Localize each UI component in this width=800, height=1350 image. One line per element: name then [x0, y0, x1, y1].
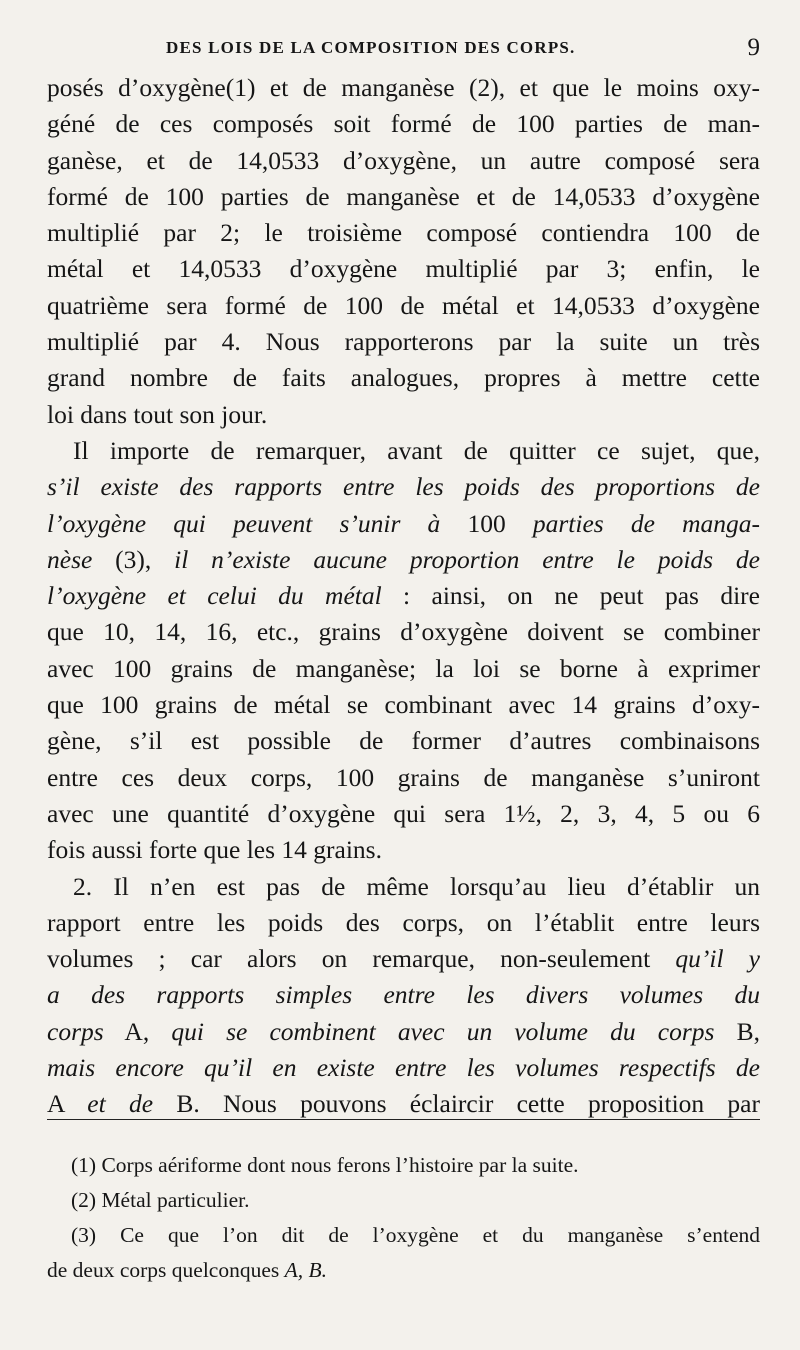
body-line	[47, 760, 760, 796]
footnote-line	[47, 1218, 760, 1253]
italic-text: et de	[87, 1089, 154, 1119]
text: (2) Métal particulier.	[71, 1188, 250, 1212]
text: posés d’oxygène(1) et de manganèse (2), et que le moins oxy-	[47, 73, 760, 102]
text: multiplié par 2; le troisième composé contiendra 100 de	[47, 218, 760, 248]
text: gène, s’il est possible de former d’autres combinaisons	[47, 726, 760, 756]
text: que 10, 14, 16, etc., grains d’oxygène doivent se combiner	[47, 617, 760, 647]
text: (3) Ce que l’on dit de l’oxygène et du manganèse s’entend	[71, 1223, 760, 1247]
body-line	[47, 397, 760, 433]
italic-text: a des rapports simples entre les divers volumes du	[47, 980, 760, 1010]
text: 100	[467, 508, 506, 538]
body-line	[47, 832, 760, 868]
text: grand nombre de faits analogues, propres à mettre cette	[47, 363, 760, 393]
text: métal et 14,0533 d’oxygène multiplié par 3; enfin, le	[47, 254, 760, 284]
footnote-line	[47, 1253, 760, 1288]
italic-text: s’il existe des rapports entre les poids des proportions de	[47, 472, 760, 502]
italic-text: parties de manga-	[505, 508, 760, 538]
body-line	[47, 578, 760, 614]
text: : ainsi, on ne peut pas dire	[381, 581, 760, 611]
body-text	[47, 70, 760, 1123]
text: avec une quantité d’oxygène qui sera 1½, 2, 3, 4, 5 ou 6	[47, 798, 760, 828]
text: B. Nous pouvons éclaircir cette proposition par	[153, 1089, 760, 1119]
text: avec 100 grains de manganèse; la loi se borne à exprimer	[47, 653, 760, 683]
italic-text: il n’existe aucune proportion entre le poids de	[174, 544, 760, 574]
italic-text: corps	[47, 1016, 104, 1046]
body-line	[47, 651, 760, 687]
text: quatrième sera formé de 100 de métal et 14,0533 d’oxygène	[47, 290, 760, 320]
text: A,	[103, 1016, 172, 1046]
text: fois aussi forte que les 14 grains.	[47, 835, 382, 865]
text: Il importe de remarquer, avant de quitter ce sujet, que,	[73, 435, 760, 465]
running-head	[48, 36, 760, 66]
text: entre ces deux corps, 100 grains de manganèse s’uniront	[47, 762, 760, 792]
footnote-line	[47, 1148, 760, 1183]
text: de deux corps quelconques	[47, 1258, 285, 1282]
body-line	[47, 869, 760, 905]
footnotes	[47, 1148, 760, 1288]
body-line	[47, 179, 760, 215]
text: 2. Il n’en est pas de même lorsqu’au lieu d’établir un	[73, 871, 760, 901]
body-line	[47, 1086, 760, 1122]
body-line	[47, 324, 760, 360]
text: A	[47, 1089, 88, 1119]
italic-text: qu’il y	[675, 944, 761, 974]
text: B,	[714, 1016, 760, 1046]
italic-text: l’oxygène qui peuvent s’unir à	[47, 508, 468, 538]
italic-text: mais encore qu’il en existe entre les volumes respectifs de	[47, 1053, 760, 1083]
italic-text: qui se combinent avec un volume du corps	[171, 1016, 715, 1046]
body-line	[47, 70, 760, 106]
body-line	[47, 723, 760, 759]
body-line	[47, 469, 760, 505]
body-line	[47, 1050, 760, 1086]
text: multiplié par 4. Nous rapporterons par la suite un très	[47, 327, 760, 357]
body-line	[47, 1014, 760, 1050]
footnote-line	[47, 1183, 760, 1218]
body-line	[47, 542, 760, 578]
text: volumes ; car alors on remarque, non-seulement	[47, 944, 676, 974]
body-line	[47, 506, 760, 542]
italic-text: A, B.	[284, 1258, 328, 1282]
footnote-rule	[47, 1119, 760, 1120]
body-line	[47, 614, 760, 650]
body-line	[47, 215, 760, 251]
page-number: 9	[747, 34, 760, 61]
italic-text: nèse	[47, 544, 93, 574]
body-line	[47, 288, 760, 324]
body-line	[47, 941, 760, 977]
italic-text: l’oxygène et celui du métal	[47, 581, 382, 611]
text: formé de 100 parties de manganèse et de 14,0533 d’oxygène	[47, 181, 760, 211]
running-title: DES LOIS DE LA COMPOSITION DES CORPS.	[166, 38, 576, 57]
text: géné de ces composés soit formé de 100 parties de man-	[47, 109, 760, 139]
body-line	[47, 360, 760, 396]
body-line	[47, 433, 760, 469]
body-line	[47, 977, 760, 1013]
body-line	[47, 106, 760, 142]
body-line	[47, 251, 760, 287]
text: ganèse, et de 14,0533 d’oxygène, un autre composé sera	[47, 145, 760, 175]
body-line	[47, 143, 760, 179]
text: loi dans tout son jour.	[47, 399, 268, 429]
text: (1) Corps aériforme dont nous ferons l’histoire par la suite.	[71, 1153, 579, 1177]
body-line	[47, 687, 760, 723]
text: que 100 grains de métal se combinant avec 14 grains d’oxy-	[47, 690, 760, 720]
text: (3),	[92, 544, 175, 574]
body-line	[47, 796, 760, 832]
body-line	[47, 905, 760, 941]
text: rapport entre les poids des corps, on l’établit entre leurs	[47, 907, 760, 937]
